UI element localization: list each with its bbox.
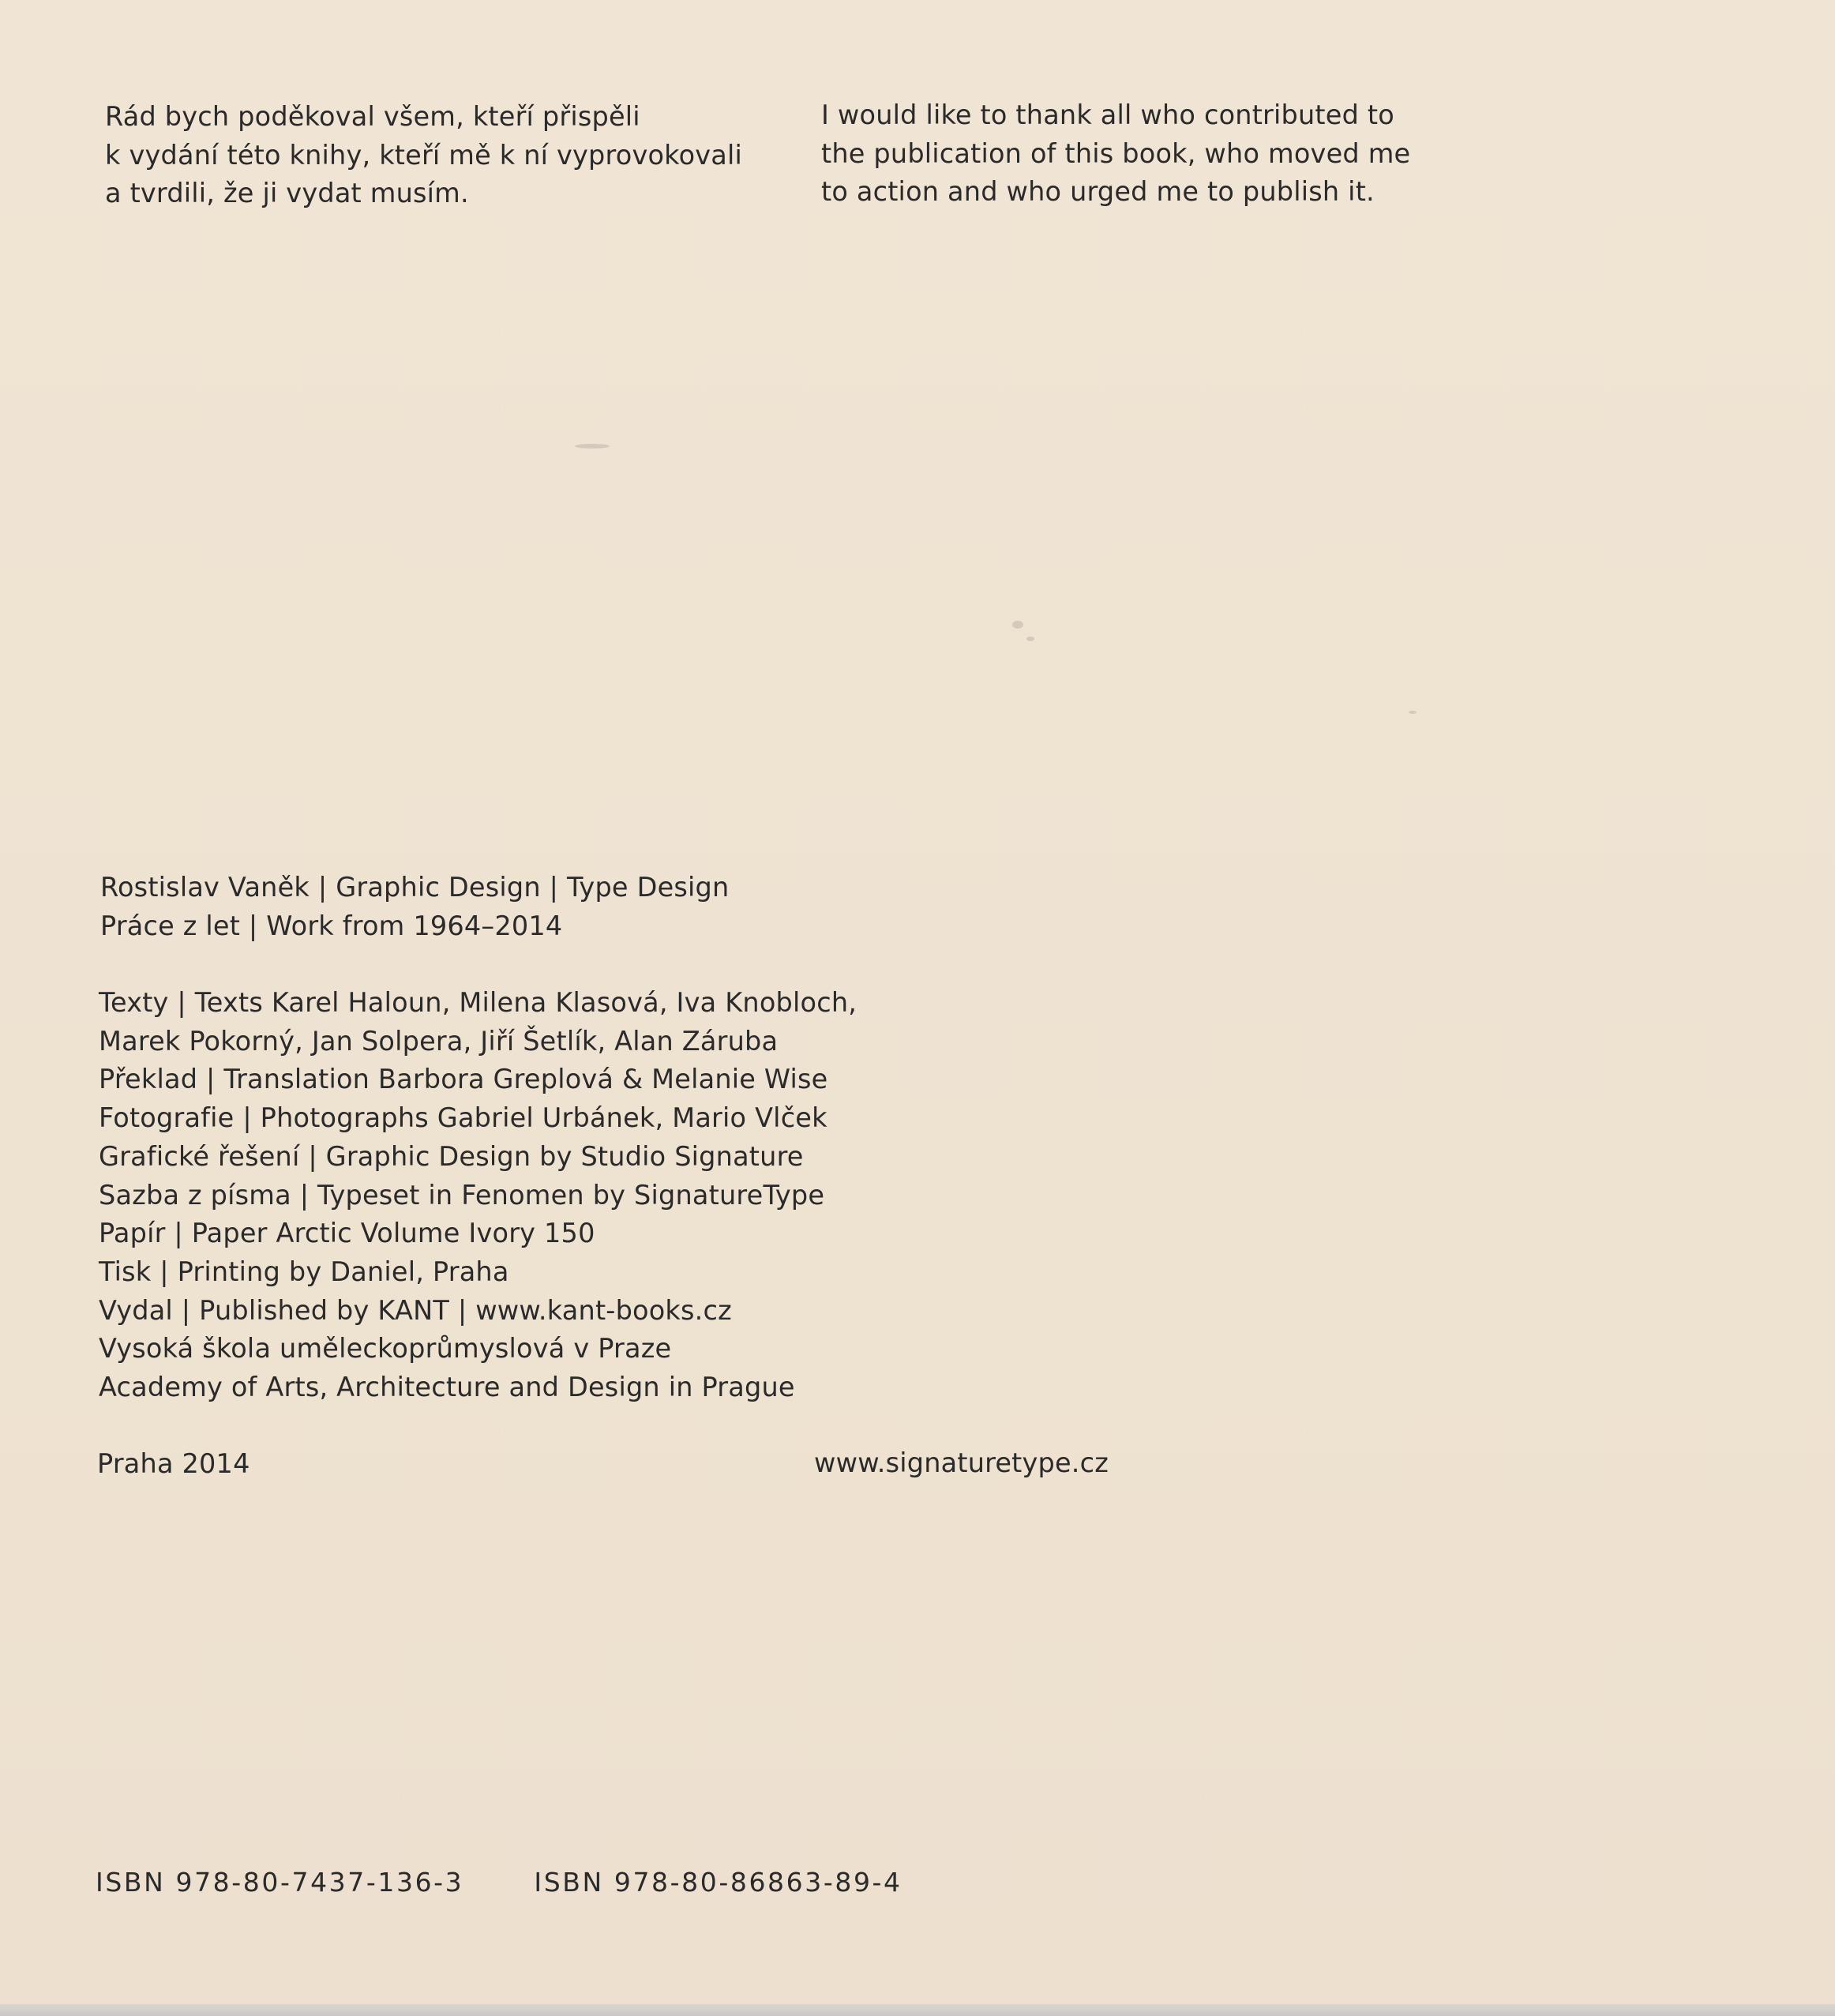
credit-line: Vydal | Published by KANT | www.kant-books.cz — [99, 1294, 732, 1326]
paper-speck — [1026, 636, 1034, 641]
book-title-block — [100, 869, 729, 945]
credit-line: Sazba z písma | Typeset in Fenomen by SignatureType — [99, 1179, 825, 1211]
credit-line: Tisk | Printing by Daniel, Praha — [99, 1256, 509, 1287]
acknowledgement-english-line: to action and who urged me to publish it. — [821, 176, 1375, 208]
website-link[interactable]: www.signaturetype.cz — [814, 1447, 1109, 1478]
credit-line: Academy of Arts, Architecture and Design in Prague — [99, 1372, 795, 1403]
page-bottom-edge — [0, 2004, 1835, 2016]
credit-line: Texty | Texts Karel Haloun, Milena Klasová, Iva Knobloch, — [99, 987, 857, 1018]
paper-speck — [1409, 711, 1417, 714]
credit-line: Marek Pokorný, Jan Solpera, Jiří Šetlík, Alan Záruba — [99, 1025, 779, 1057]
isbn-number: ISBN 978-80-86863-89-4 — [534, 1867, 902, 1898]
credits-list — [99, 984, 857, 1407]
acknowledgement-english — [821, 96, 1410, 212]
acknowledgement-czech — [105, 98, 742, 213]
paper-speck — [1012, 621, 1023, 629]
acknowledgement-czech-line: k vydání této knihy, kteří mě k ní vyprovokovali — [105, 139, 743, 171]
paper-speck — [575, 444, 610, 449]
acknowledgement-czech-line: a tvrdili, že ji vydat musím. — [105, 178, 469, 209]
acknowledgement-english-line: I would like to thank all who contributed to — [821, 99, 1394, 130]
isbn-number: ISBN 978-80-7437-136-3 — [96, 1867, 464, 1898]
acknowledgement-english-line: the publication of this book, who moved me — [821, 137, 1411, 169]
book-title: Rostislav Vaněk | Graphic Design | Type Design — [100, 872, 730, 903]
credit-line: Grafické řešení | Graphic Design by Studio Signature — [99, 1140, 804, 1172]
place-and-year: Praha 2014 — [97, 1448, 250, 1479]
book-subtitle: Práce z let | Work from 1964–2014 — [100, 910, 563, 941]
credit-line: Fotografie | Photographs Gabriel Urbánek, Mario Vlček — [99, 1102, 827, 1134]
credit-line: Papír | Paper Arctic Volume Ivory 150 — [99, 1218, 595, 1249]
credit-line: Vysoká škola uměleckoprůmyslová v Praze — [99, 1333, 672, 1365]
credit-line: Překlad | Translation Barbora Greplová & Melanie Wise — [99, 1064, 828, 1095]
isbn-row — [96, 1867, 902, 1898]
acknowledgement-czech-line: Rád bych poděkoval všem, kteří přispěli — [105, 101, 640, 132]
